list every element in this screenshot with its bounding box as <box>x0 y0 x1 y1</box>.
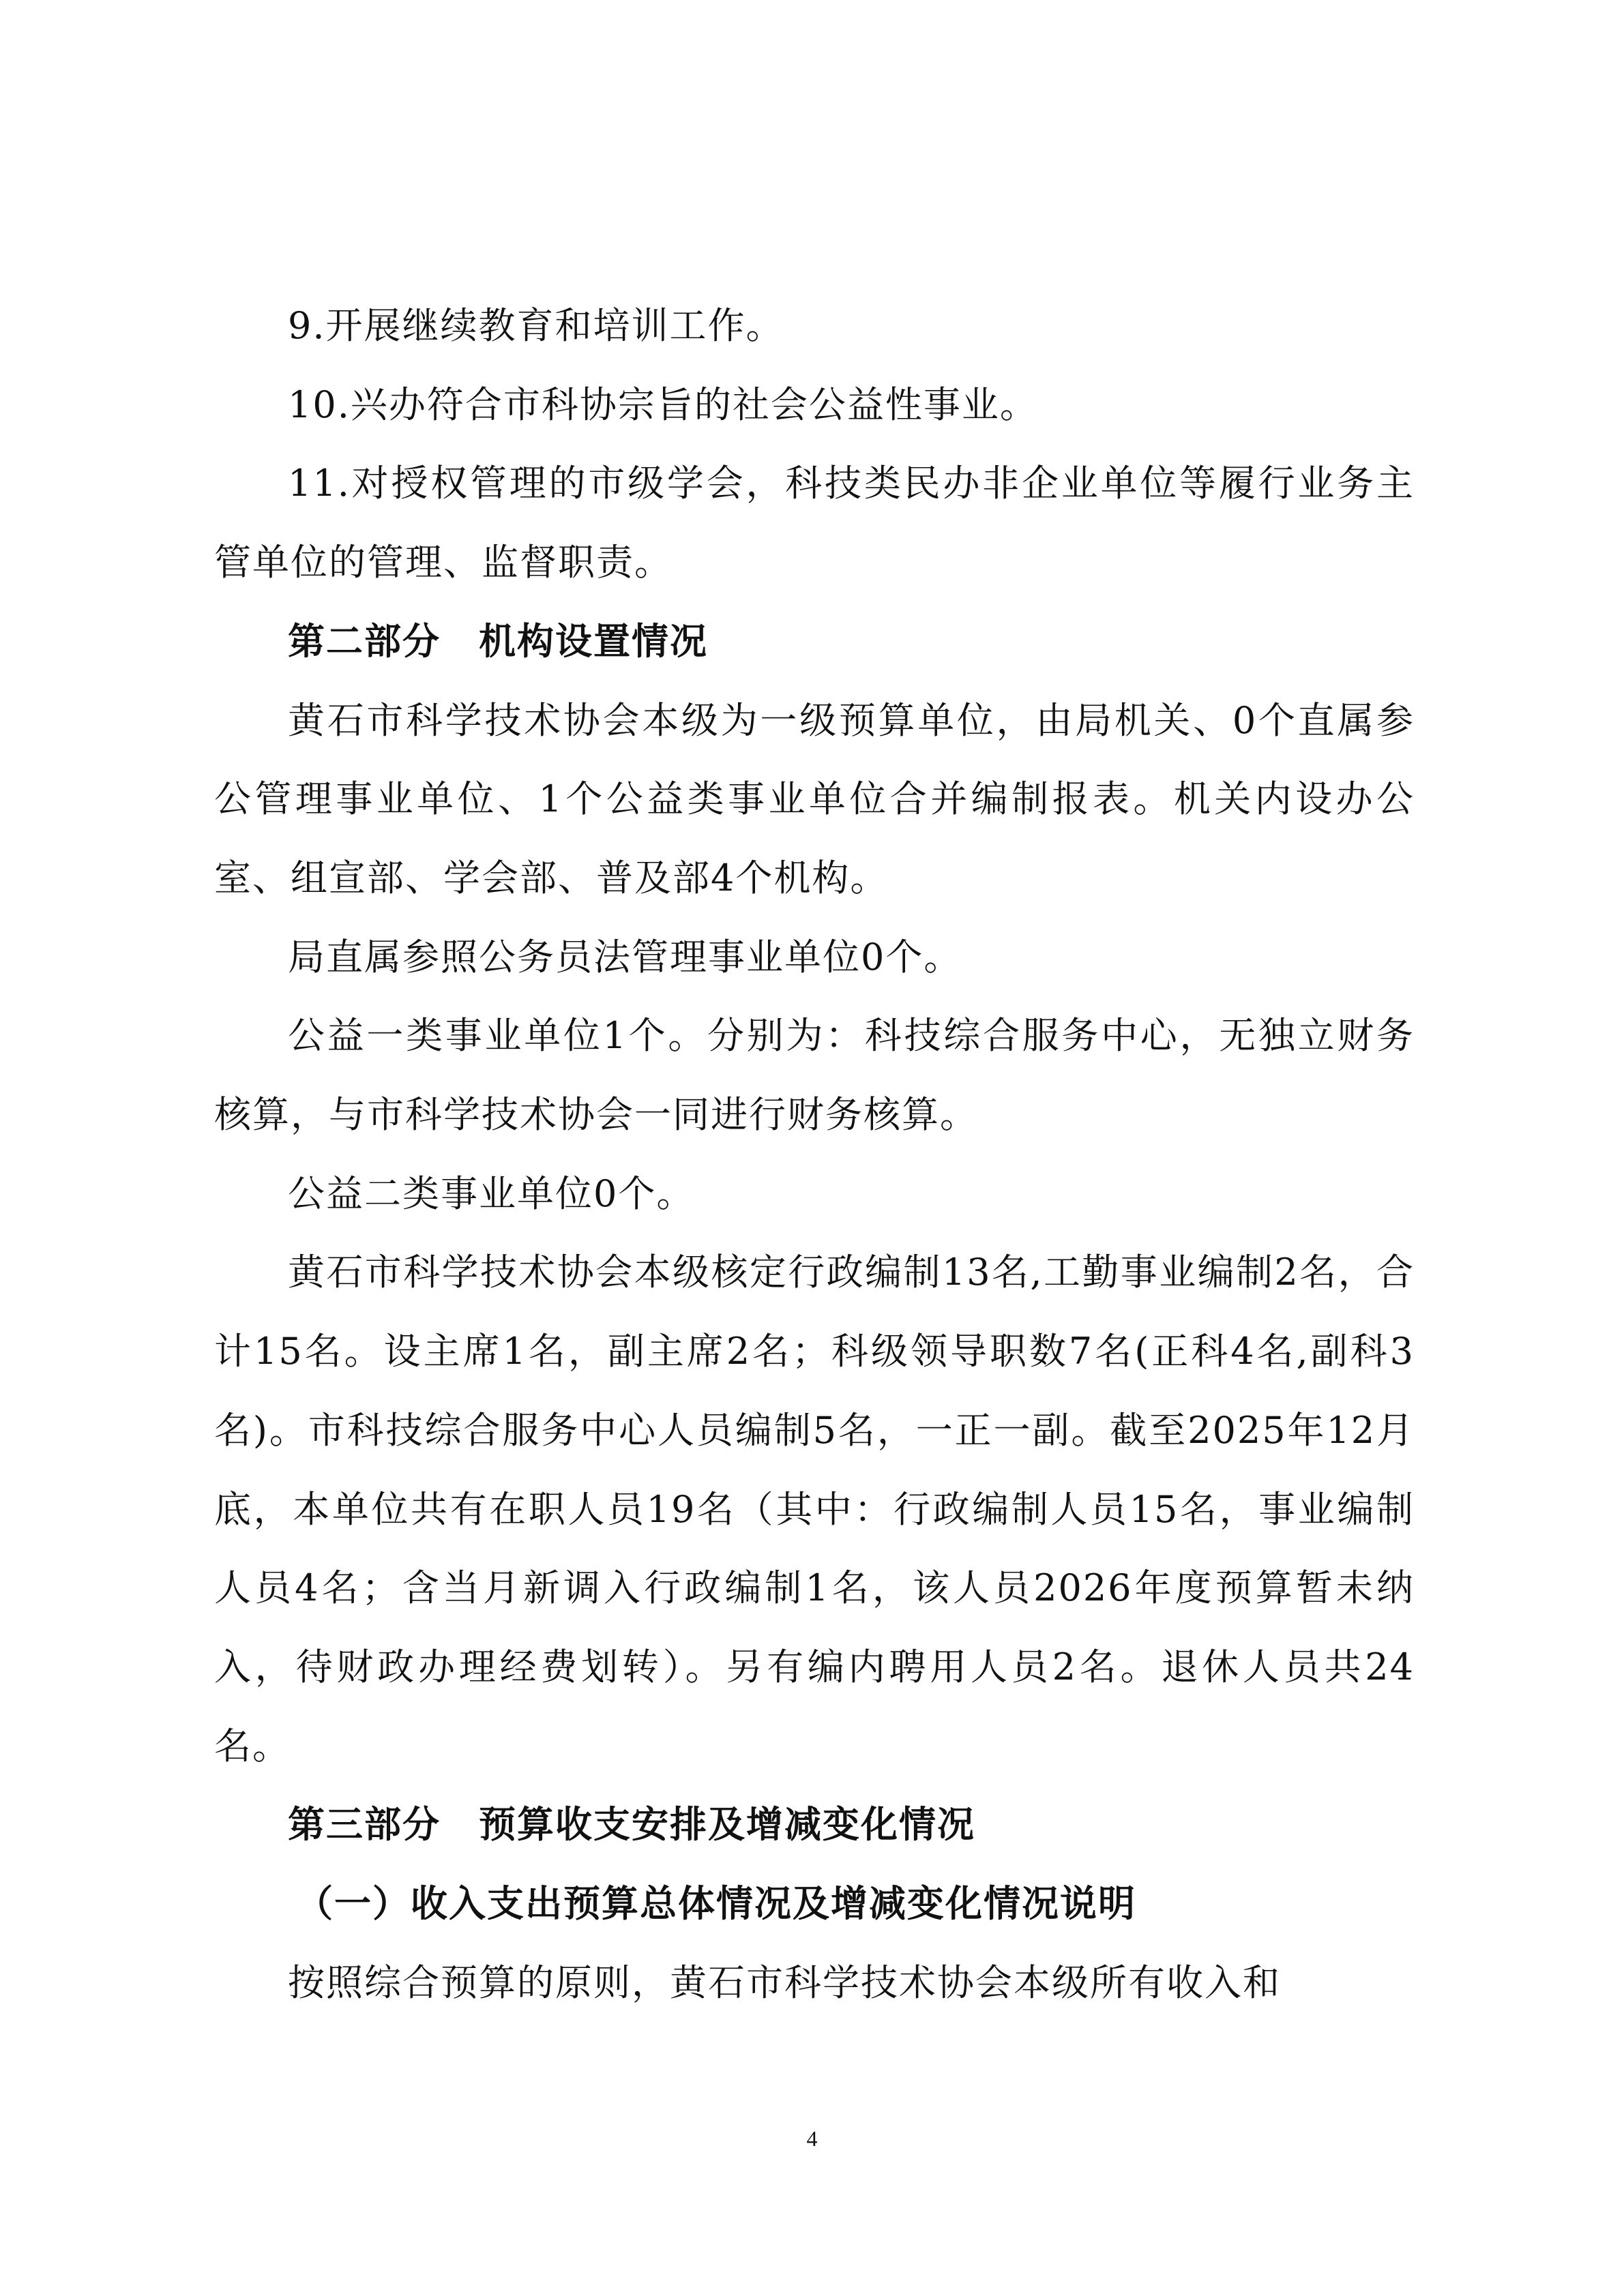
section-heading-part-three: 第三部分 预算收支安排及增减变化情况 <box>288 1803 975 1847</box>
paragraph-public-welfare-class-one: 公益一类事业单位1个。分别为：科技综合服务中心，无独立财务核算，与市科学技术协会一同进行财务核算。 <box>214 1014 1415 1137</box>
paragraph-organization-overview: 黄石市科学技术协会本级为一级预算单位，由局机关、0个直属参公管理事业单位、1个公益类事业单位合并编制报表。机关内设办公室、组宣部、学会部、普及部4个机构。 <box>214 698 1415 899</box>
page-number: 4 <box>806 2126 818 2151</box>
paragraph-item-9: 9.开展继续教育和培训工作。 <box>288 304 784 347</box>
paragraph-budget-principle: 按照综合预算的原则，黄石市科学技术协会本级所有收入和 <box>288 1960 1281 2004</box>
paragraph-civil-servant-units: 局直属参照公务员法管理事业单位0个。 <box>288 935 962 979</box>
paragraph-staffing: 黄石市科学技术协会本级核定行政编制13名,工勤事业编制2名，合计15名。设主席1名，副主席2名；科级领导职数7名(正科4名,副科3名)。市科技综合服务中心人员编制5名，一正一副。截至2025年12月底，本单位共有在职人员19名（其中：行政编制人员15名，事业编制人员4名；含当月新调入行政编制1名，该人员2026年度预算暂未纳入，待财政办理经费划转）。另有编内聘用人员2名。退休人员共24名。 <box>214 1251 1415 1768</box>
paragraph-item-11: 11.对授权管理的市级学会，科技类民办非企业单位等履行业务主管单位的管理、监督职责。 <box>214 462 1415 584</box>
paragraph-item-10: 10.兴办符合市科协宗旨的社会公益性事业。 <box>288 383 1038 426</box>
document-body <box>214 286 1415 2022</box>
subsection-heading-budget-overview: （一）收入支出预算总体情况及增减变化情况说明 <box>296 1882 1136 1926</box>
section-heading-part-two: 第二部分 机构设置情况 <box>288 619 708 663</box>
paragraph-public-welfare-class-two: 公益二类事业单位0个。 <box>288 1172 695 1215</box>
